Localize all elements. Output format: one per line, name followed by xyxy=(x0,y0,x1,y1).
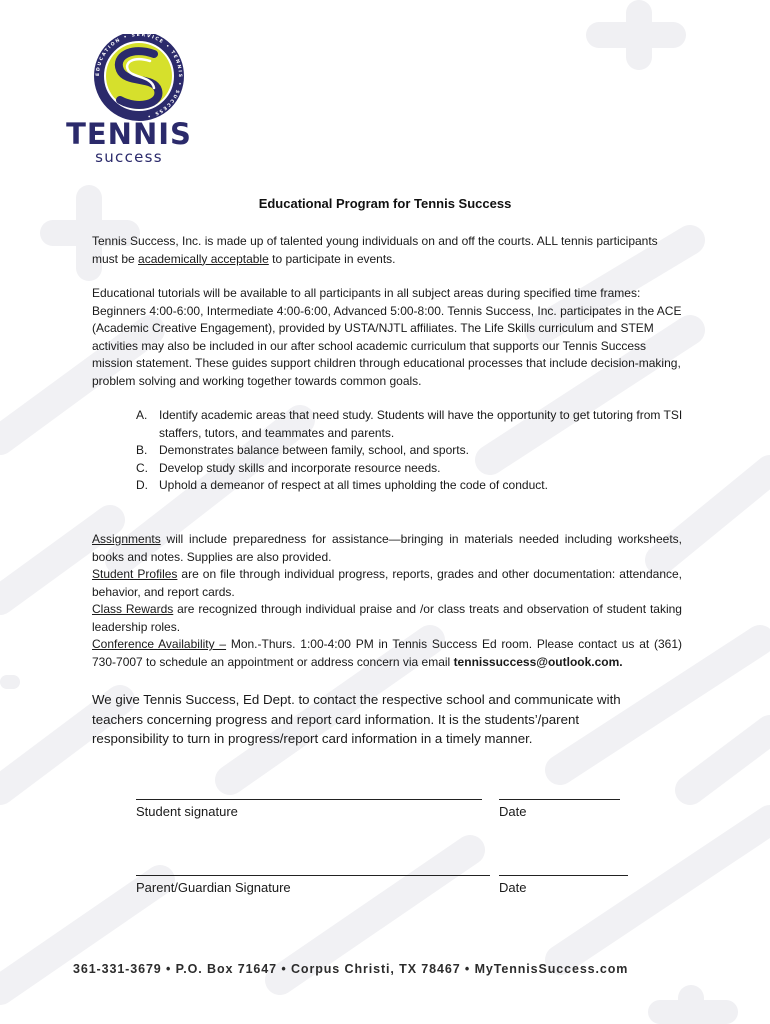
logo-ring-text: EDUCATION • SERVICE • TENNIS • SUCCESS • xyxy=(95,34,183,119)
tennis-success-logo xyxy=(62,34,196,166)
list-item: D. Uphold a demeanor of respect at all times upholding the code of conduct. xyxy=(136,478,548,492)
student-date-label: Date xyxy=(499,804,527,819)
student-profiles-paragraph: Student Profiles are on file through individual progress, reports, grades and other documentation: attendance, behavior, and report cards. xyxy=(92,567,682,599)
parent-signature-line[interactable] xyxy=(136,875,490,876)
logo-wordmark: TENNIS xyxy=(66,117,192,151)
goals-list xyxy=(136,407,684,495)
tutorials-paragraph: Educational tutorials will be available to all participants in all subject areas during specified time frames: Beginners 4:00-6:00, Intermediate 4:00-6:00, Advanced 5:00-8:00. Tennis Success, Inc. participates in the ACE (Academic Creative Engagement), provided by USTA/NJTL affiliates. The Life Skills curriculum and STEM activities may also be included in our after school academic curriculum that supports our Tennis Success mission statement. These guides support children through educational processes that include decision-making, problem solving and working together towards common goals. xyxy=(92,286,682,388)
student-signature-label: Student signature xyxy=(136,804,238,819)
contact-email: tennissuccess@outlook.com. xyxy=(453,654,623,669)
academically-acceptable-text: academically acceptable xyxy=(138,251,269,266)
assignments-paragraph: Assignments will include preparedness for assistance—bringing in materials needed including worksheets, books and notes. Supplies are also provided. xyxy=(92,532,682,564)
document-title: Educational Program for Tennis Success xyxy=(258,196,512,211)
logo-submark: success xyxy=(95,148,163,166)
program-details xyxy=(92,531,682,671)
list-item: B. Demonstrates balance between family, school, and sports. xyxy=(136,443,469,457)
conference-paragraph: Conference Availability – Mon.-Thurs. 1:00-4:00 PM in Tennis Success Ed room. Please contact us at (361) 730-7007 to schedule an appointment or address concern via email tennissuccess@outlook.com. xyxy=(92,637,682,669)
responsibility-statement: We give Tennis Success, Ed Dept. to contact the respective school and communicate with teachers concerning progress and report card information. It is the students’/parent responsibility to turn in progress/report card information in a timely manner. xyxy=(92,692,621,746)
parent-date-label: Date xyxy=(499,880,527,895)
student-signature-line[interactable] xyxy=(136,799,482,800)
intro-paragraph: Tennis Success, Inc. is made up of talented young individuals on and off the courts. ALL tennis participants must be academically acceptable to participate in events. xyxy=(92,234,658,266)
list-item: A. Identify academic areas that need study. Students will have the opportunity to get tutoring from TSI staffers, tutors, and teammates and parents. xyxy=(136,408,683,440)
parent-signature-label: Parent/Guardian Signature xyxy=(136,880,291,895)
list-item: C. Develop study skills and incorporate resource needs. xyxy=(136,460,441,475)
class-rewards-paragraph: Class Rewards are recognized through individual praise and /or class treats and observation of student taking leadership roles. xyxy=(92,602,682,634)
student-date-line[interactable] xyxy=(499,799,620,800)
footer-contact: 361-331-3679 • P.O. Box 71647 • Corpus Christi, TX 78467 • MyTennisSuccess.com xyxy=(73,962,629,976)
parent-date-line[interactable] xyxy=(499,875,628,876)
